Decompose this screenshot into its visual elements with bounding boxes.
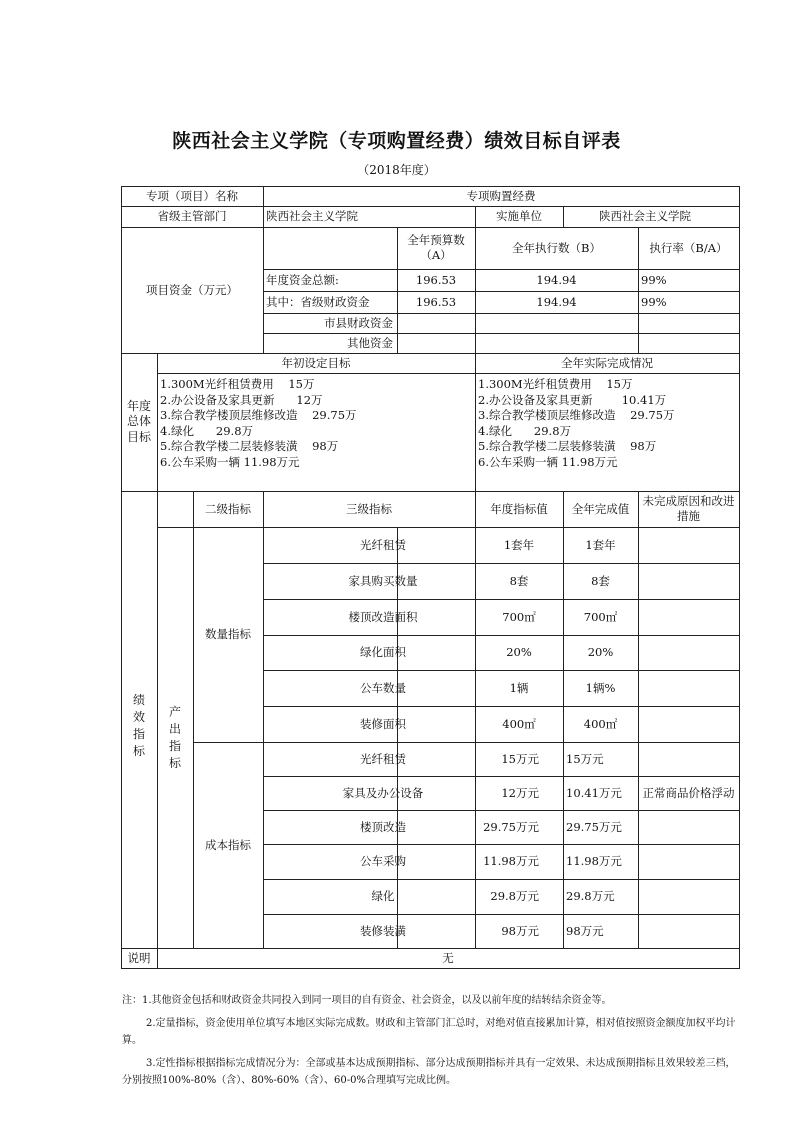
quantity-row-reason [638, 527, 739, 563]
goals-actual-header: 全年实际完成情况 [561, 355, 653, 370]
quantity-row-target: 8套 [509, 573, 529, 588]
note-2: 2.定量指标，资金使用单位填写本地区实际完成数。财政和主管部门汇总时，对绝对值直接累加计算，相对值按照资金额度加权平均计算。 [122, 1018, 736, 1046]
quantity-row-reason [638, 635, 739, 670]
cost-row-reason [638, 810, 739, 844]
cost-row-reason [638, 844, 739, 879]
output-label: 产出指标 [168, 705, 181, 770]
notes-section [122, 992, 742, 1089]
goals-plan-header: 年初设定目标 [281, 355, 351, 370]
unit-label: 实施单位 [496, 209, 542, 224]
table-rule [157, 373, 740, 374]
goals-label: 年度总体目标 [126, 398, 151, 444]
fund-row-budget: 196.53 [415, 272, 457, 287]
header-budget: 全年预算数（A） [407, 233, 465, 262]
cost-row-done: 29.8万元 [566, 889, 615, 904]
fund-row-executed: 194.94 [536, 294, 577, 309]
quantity-row-reason [638, 706, 739, 742]
perf-label: 绩效指标 [132, 693, 145, 758]
cost-row-target: 29.8万元 [490, 889, 539, 904]
header-level2: 二级指标 [205, 501, 251, 516]
table-rule [121, 968, 740, 969]
cost-row-reason: 正常商品价格浮动 [642, 785, 735, 800]
quantity-row-done: 1辆% [585, 680, 616, 695]
cost-row-done: 15万元 [566, 751, 604, 766]
header-rate: 执行率（B/A） [649, 240, 728, 255]
remark-value: 无 [442, 950, 454, 965]
quantity-row-target: 700㎡ [502, 609, 536, 624]
cost-row-name: 楼顶改造 [360, 819, 406, 834]
quantity-row-reason [638, 670, 739, 706]
fund-row-rate: 99% [641, 272, 667, 287]
table-rule [157, 491, 158, 949]
quantity-row-done: 8套 [591, 573, 610, 588]
cost-label: 成本指标 [205, 837, 251, 852]
page-title: 陕西社会主义学院（专项购置经费）绩效目标自评表 [172, 130, 621, 152]
quantity-row-name: 光纤租赁 [360, 537, 406, 552]
cost-row-target: 11.98万元 [483, 854, 539, 869]
page-subtitle: （2018年度） [357, 163, 436, 177]
funds-label: 项目资金（万元） [146, 282, 238, 297]
quantity-row-done: 700㎡ [583, 609, 618, 624]
project-name-value: 专项购置经费 [466, 188, 536, 203]
quantity-row-name: 绿化面积 [360, 645, 406, 660]
quantity-row-name: 装修面积 [360, 716, 406, 731]
quantity-label: 数量指标 [205, 627, 251, 642]
quantity-row-target: 400㎡ [502, 716, 536, 731]
quantity-row-reason [638, 599, 739, 635]
cost-row-name: 公车采购 [360, 854, 406, 869]
quantity-row-reason [638, 563, 739, 599]
quantity-row-done: 1套年 [585, 537, 616, 552]
fund-row-rate [638, 333, 739, 353]
fund-row-budget [397, 333, 475, 353]
quantity-row-done: 20% [587, 645, 614, 660]
header-target: 年度指标值 [490, 501, 548, 516]
cost-row-name: 绿化 [371, 889, 395, 904]
header-done: 全年完成值 [571, 501, 630, 516]
cost-row-reason [638, 879, 739, 914]
cost-row-done: 10.41万元 [566, 785, 622, 800]
quantity-row-target: 20% [506, 645, 532, 660]
fund-row-rate: 99% [641, 294, 667, 309]
goals-actual-list: 1.300M光纤租赁费用 15万 2.办公设备及家具更新 10.41万 3.综合教学楼顶层维修改造 29.75万 4.绿化 29.8万 5.综合教学楼二层装修装潢 98万 6.公车采购一辆 11.98万元 [478, 377, 675, 469]
cost-row-done: 11.98万元 [566, 854, 622, 869]
quantity-row-name: 家具购买数量 [348, 573, 418, 588]
cost-row-target: 98万元 [501, 923, 539, 938]
cost-row-target: 12万元 [501, 785, 539, 800]
note-3: 3.定性指标根据指标完成情况分为：全部或基本达成预期指标、部分达成预期指标并具有一定效果、未达成预期指标且效果较差三档，分别按照100%-80%（含）、80%-60%（含）、60-0%合理填写完成比例。 [122, 1058, 736, 1086]
unit-value: 陕西社会主义学院 [599, 209, 691, 224]
cost-row-done: 29.75万元 [566, 819, 622, 834]
fund-row-rate [638, 313, 739, 333]
quantity-row-name: 公车数量 [360, 680, 406, 695]
quantity-row-done: 400㎡ [583, 716, 618, 731]
cost-row-name: 光纤租赁 [360, 751, 406, 766]
quantity-row-name: 楼顶改造面积 [348, 609, 418, 624]
remark-label: 说明 [127, 950, 151, 965]
cost-row-done: 98万元 [566, 923, 604, 938]
fund-row-budget: 196.53 [415, 294, 457, 309]
cost-row-name: 装修装潢 [360, 923, 406, 938]
fund-row-name: 其中：省级财政资金 [266, 294, 370, 309]
cost-row-target: 15万元 [501, 751, 539, 766]
cost-row-reason [638, 914, 739, 948]
cost-row-name: 家具及办公设备 [342, 785, 424, 800]
dept-value: 陕西社会主义学院 [266, 209, 358, 224]
header-level3: 三级指标 [346, 501, 392, 516]
table-rule [739, 186, 740, 969]
fund-row-name: 市县财政资金 [324, 315, 393, 330]
fund-row-name: 年度资金总额: [266, 272, 339, 287]
goals-plan-list: 1.300M光纤租赁费用 15万 2.办公设备及家具更新 12万 3.综合教学楼顶层维修改造 29.75万 4.绿化 29.8万 5.综合教学楼二层装修装潢 98万 6.公车采购一辆 11.98万元 [160, 377, 357, 469]
fund-row-executed [475, 313, 638, 333]
dept-label: 省级主管部门 [157, 209, 227, 224]
header-reason: 未完成原因和改进措施 [642, 494, 735, 523]
fund-row-budget [397, 313, 475, 333]
header-executed: 全年执行数（B） [512, 240, 601, 255]
quantity-row-target: 1套年 [503, 537, 535, 552]
quantity-row-target: 1辆 [509, 680, 529, 695]
project-name-label: 专项（项目）名称 [146, 188, 238, 203]
cost-row-target: 29.75万元 [483, 819, 539, 834]
note-1: 注：1.其他资金包括和财政资金共同投入到同一项目的自有资金、社会资金，以及以前年度的结转结余资金等。 [122, 995, 612, 1006]
cost-row-reason [638, 742, 739, 776]
fund-row-executed: 194.94 [536, 272, 577, 287]
fund-row-executed [475, 333, 638, 353]
fund-row-name: 其他资金 [347, 335, 393, 350]
